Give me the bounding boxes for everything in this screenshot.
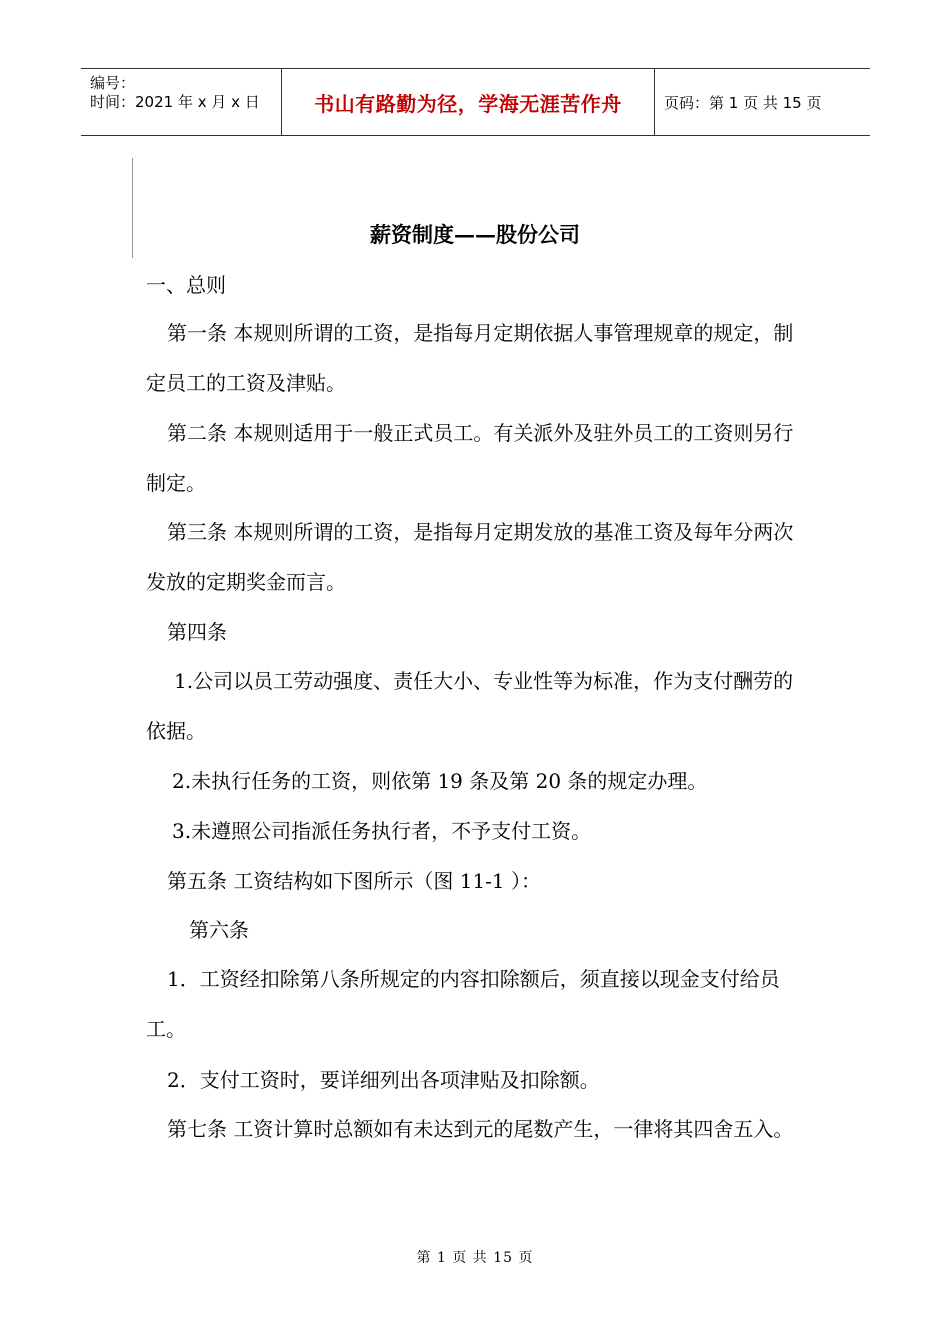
article-6-item-1: 1．工资经扣除第八条所规定的内容扣除额后，须直接以现金支付给员工。 xyxy=(146,967,780,1041)
article-7: 第七条 工资计算时总额如有未达到元的尾数产生，一律将其四舍五入。 xyxy=(167,1117,794,1141)
header-info-cell xyxy=(81,69,282,135)
article-6: 第六条 xyxy=(189,918,249,942)
article-3: 第三条 本规则所谓的工资，是指每月定期发放的基准工资及每年分两次发放的定期奖金而言。 xyxy=(146,520,794,594)
article-4-item-2: 2.未执行任务的工资，则依第 19 条及第 20 条的规定办理。 xyxy=(172,769,708,793)
article-4-item-1: 1.公司以员工劳动强度、责任大小、专业性等为标准，作为支付酬劳的依据。 xyxy=(146,669,794,743)
header-table xyxy=(81,68,870,136)
number-label: 编号： xyxy=(90,74,136,92)
article-2: 第二条 本规则适用于一般正式员工。有关派外及驻外员工的工资则另行制定。 xyxy=(146,421,794,495)
header-motto-cell xyxy=(282,69,655,135)
motto-text: 书山有路勤为径，学海无涯苦作舟 xyxy=(314,91,622,116)
page-footer: 第 1 页 共 15 页 xyxy=(416,1250,534,1266)
article-6-item-2: 2．支付工资时，要详细列出各项津贴及扣除额。 xyxy=(167,1068,600,1092)
article-5: 第五条 工资结构如下图所示（图 11-1 ）： xyxy=(167,869,542,893)
article-4-item-3: 3.未遵照公司指派任务执行者，不予支付工资。 xyxy=(172,819,592,843)
document-title: 薪资制度——股份公司 xyxy=(370,222,580,247)
section-heading: 一、总则 xyxy=(146,273,226,297)
article-1: 第一条 本规则所谓的工资，是指每月定期依据人事管理规章的规定，制定员工的工资及津贴。 xyxy=(146,321,794,395)
time-label: 时间：2021 年 x 月 x 日 xyxy=(90,93,260,111)
article-4: 第四条 xyxy=(167,620,227,644)
page-info: 页码：第 1 页 共 15 页 xyxy=(664,93,822,112)
